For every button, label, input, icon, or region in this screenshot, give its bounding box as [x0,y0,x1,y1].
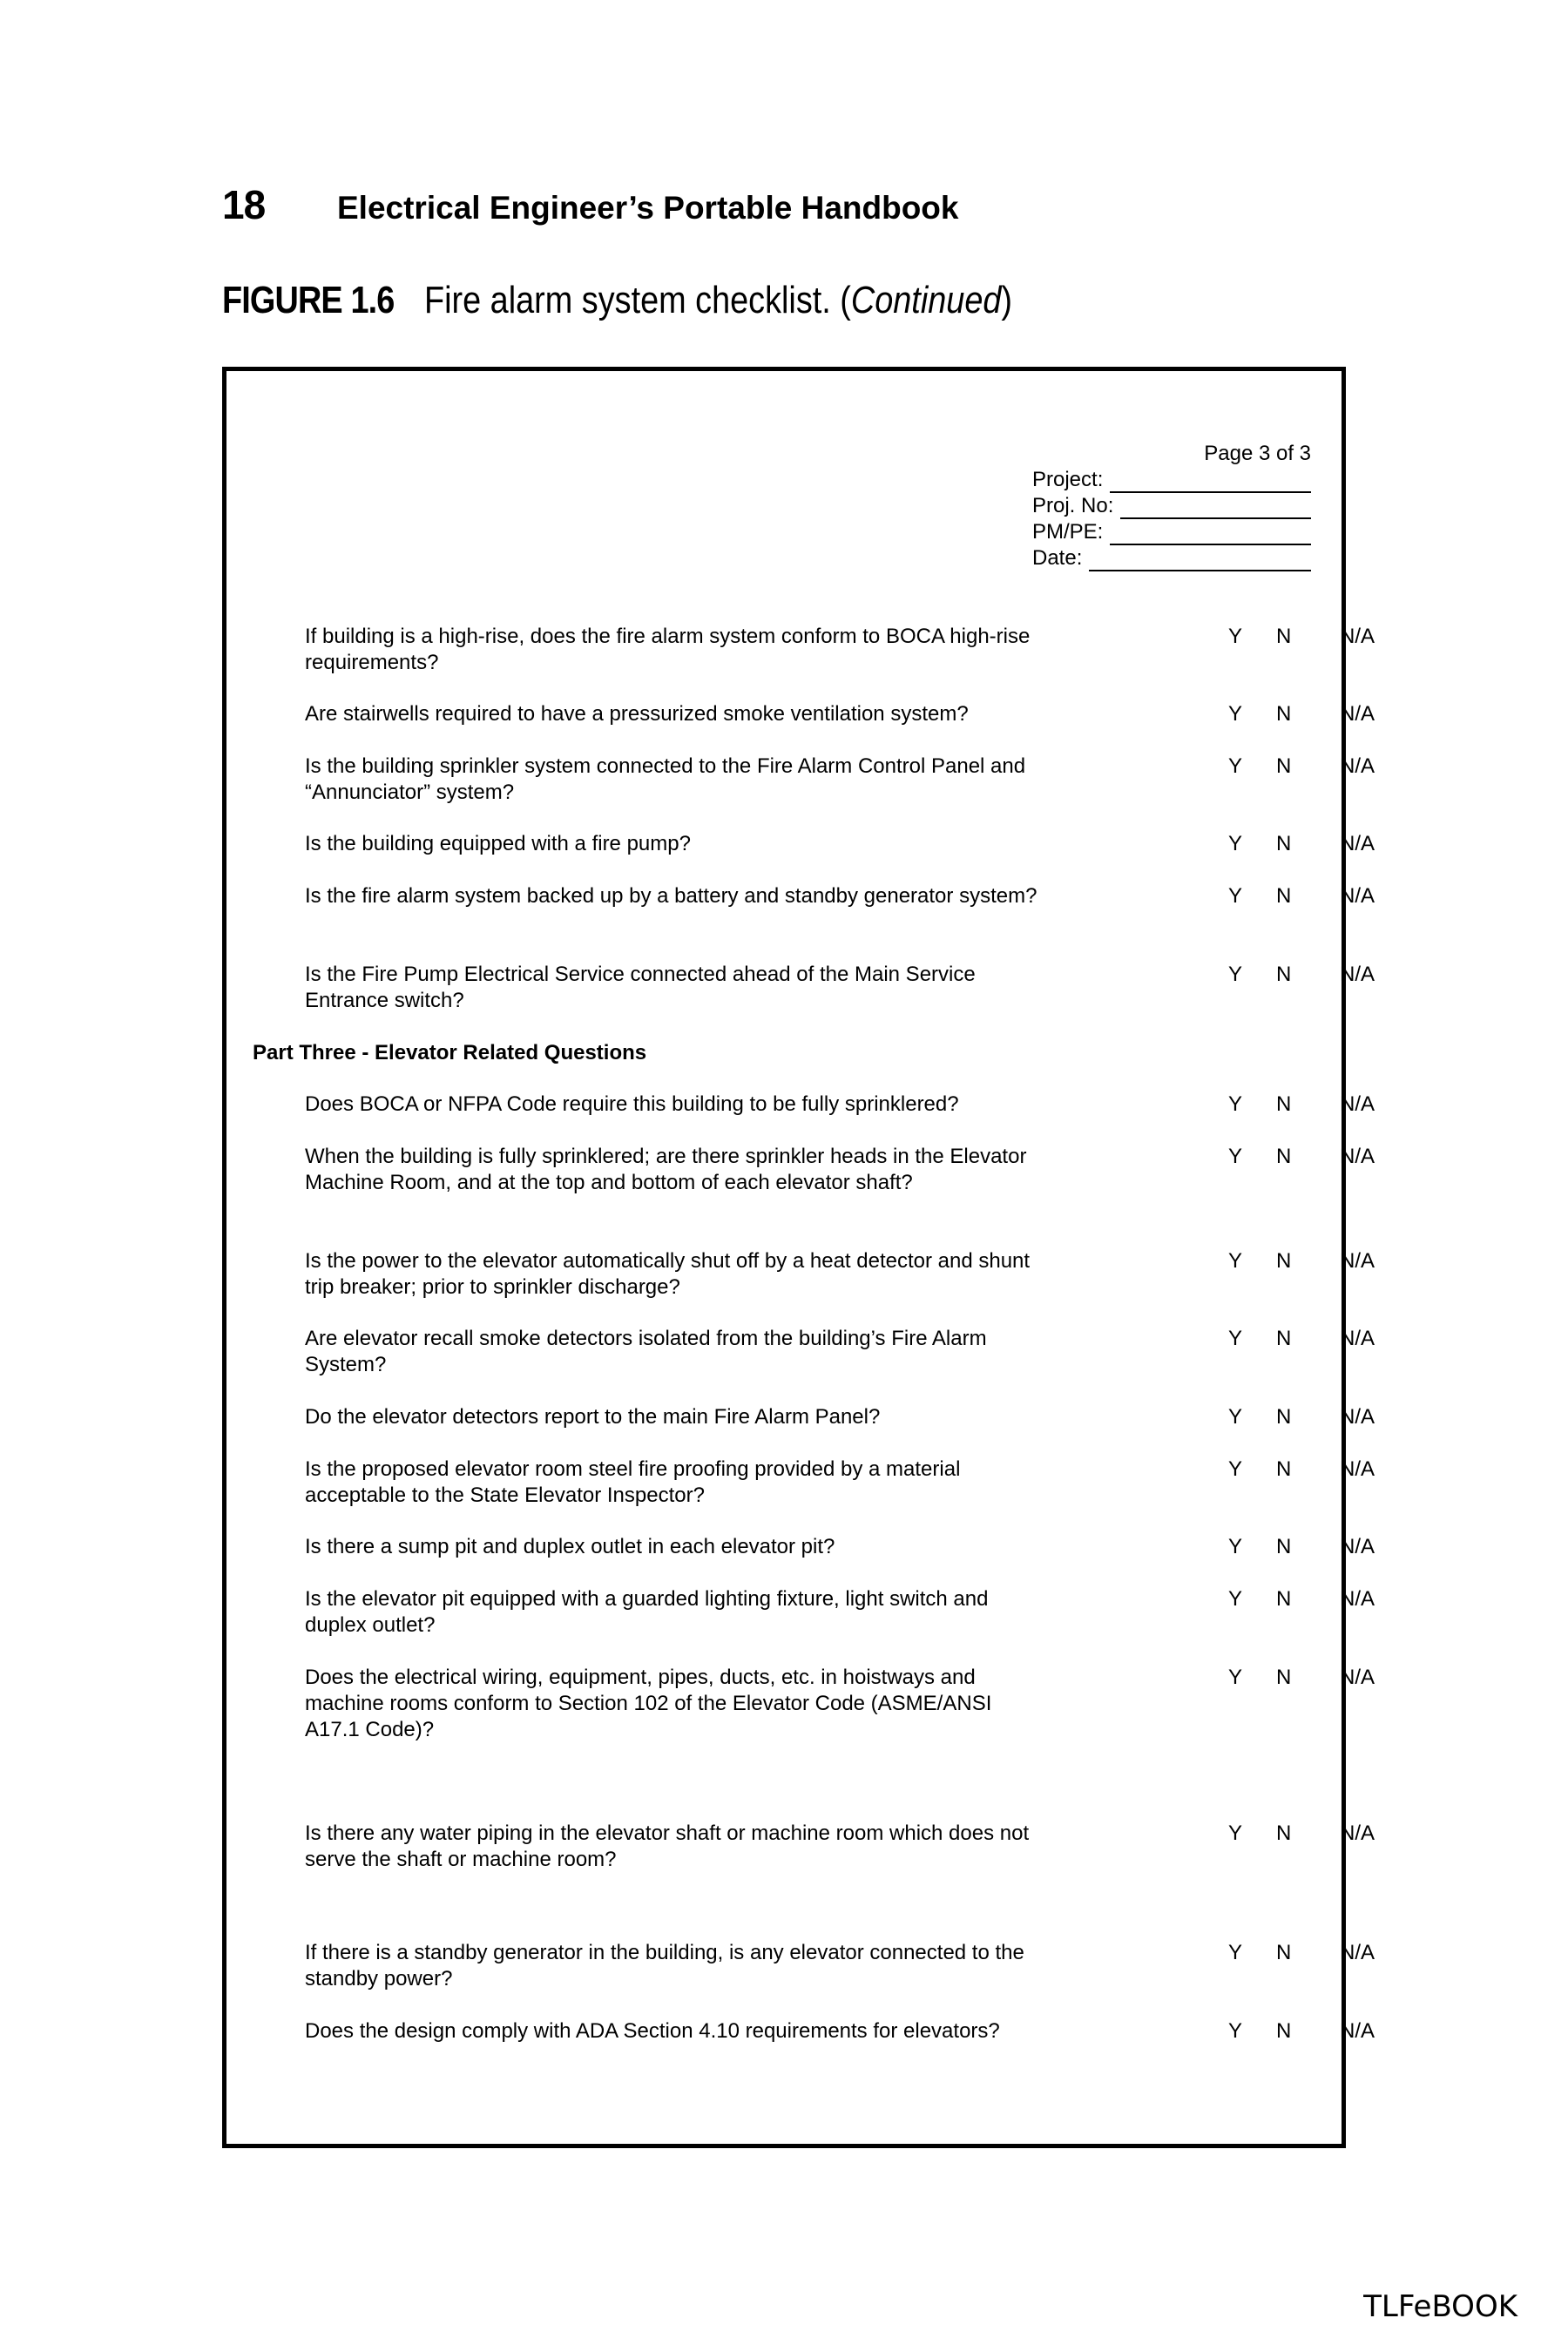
answer-na[interactable]: N/A [1340,884,1375,908]
watermark: TLFeBOOK [1363,2289,1517,2324]
question-text: If there is a standby generator in the building, is any elevator connected to the standby power? [305,1941,1024,1990]
question-text: Is the proposed elevator room steel fire proofing provided by a material acceptable to the State Elevator Inspector? [305,1457,961,1507]
answer-yes[interactable]: Y [1228,963,1243,986]
answer-no[interactable]: N [1276,1249,1292,1273]
answer-no[interactable]: N [1276,702,1292,726]
question-row [305,2018,1375,2044]
question-text: Is the building sprinkler system connected to the Fire Alarm Control Panel and “Annunciator” system? [305,754,1026,804]
figure-label: FIGURE 1.6 [222,279,395,321]
question-row [305,1326,1375,1378]
proj-no-label: Proj. No: [1032,494,1114,517]
question-row [305,962,1375,1014]
question-text: Is the elevator pit equipped with a guarded lighting fixture, light switch and duplex outlet? [305,1587,989,1637]
answer-yes[interactable]: Y [1228,1249,1243,1273]
proj-no-field[interactable] [1032,493,1311,519]
pm-pe-blank[interactable] [1110,524,1311,545]
answer-na[interactable]: N/A [1340,1457,1375,1481]
answer-no[interactable]: N [1276,1405,1292,1429]
answer-yes[interactable]: Y [1228,754,1243,778]
answer-no[interactable]: N [1276,1145,1292,1168]
question-text: Is the building equipped with a fire pump? [305,832,691,855]
figure-close-paren: ) [1001,279,1013,321]
question-text: Are stairwells required to have a pressurized smoke ventilation system? [305,702,969,726]
page-of-label: Page 3 of 3 [1204,442,1311,465]
answer-na[interactable]: N/A [1340,1249,1375,1273]
answer-no[interactable]: N [1276,1457,1292,1481]
answer-yes[interactable]: Y [1228,1457,1243,1481]
question-text: Is the power to the elevator automatically shut off by a heat detector and shunt trip breaker; prior to sprinkler discharge? [305,1249,1031,1299]
answer-na[interactable]: N/A [1340,963,1375,986]
answer-no[interactable]: N [1276,1535,1292,1558]
figure-title [424,279,1012,322]
question-row [305,883,1375,909]
question-text: When the building is fully sprinklered; are there sprinkler heads in the Elevator Machine Room, and at the top and bottom of each elevator shaft? [305,1145,1027,1194]
answer-no[interactable]: N [1276,1092,1292,1116]
answer-no[interactable]: N [1276,754,1292,778]
question-text: Does BOCA or NFPA Code require this building to be fully sprinklered? [305,1092,959,1116]
answer-na[interactable]: N/A [1340,1587,1375,1611]
page-header [222,181,958,228]
answer-na[interactable]: N/A [1340,1535,1375,1558]
answer-yes[interactable]: Y [1228,884,1243,908]
answer-na[interactable]: N/A [1340,1821,1375,1845]
date-label: Date: [1032,546,1083,570]
answer-yes[interactable]: Y [1228,1405,1243,1429]
answer-yes[interactable]: Y [1228,1092,1243,1116]
question-row [305,1586,1375,1639]
question-text: Is the Fire Pump Electrical Service connected ahead of the Main Service Entrance switch? [305,963,976,1012]
question-row [305,754,1375,806]
question-text: Are elevator recall smoke detectors isolated from the building’s Fire Alarm System? [305,1327,987,1376]
question-row [305,1248,1375,1301]
answer-yes[interactable]: Y [1228,1821,1243,1845]
answer-na[interactable]: N/A [1340,832,1375,855]
answer-yes[interactable]: Y [1228,2019,1243,2043]
book-title: Electrical Engineer’s Portable Handbook [337,190,959,226]
answer-yes[interactable]: Y [1228,1145,1243,1168]
figure-caption [222,279,1108,322]
date-field[interactable] [1032,545,1311,571]
answer-no[interactable]: N [1276,884,1292,908]
answer-na[interactable]: N/A [1340,1145,1375,1168]
answer-na[interactable]: N/A [1340,2019,1375,2043]
project-label: Project: [1032,468,1104,491]
question-text: Do the elevator detectors report to the main Fire Alarm Panel? [305,1405,881,1429]
question-text: Does the design comply with ADA Section 4.10 requirements for elevators? [305,2019,1000,2043]
question-text: Is there a sump pit and duplex outlet in each elevator pit? [305,1535,835,1558]
answer-no[interactable]: N [1276,832,1292,855]
project-field[interactable] [1032,467,1311,493]
answer-no[interactable]: N [1276,1941,1292,1964]
answer-yes[interactable]: Y [1228,1535,1243,1558]
answer-no[interactable]: N [1276,2019,1292,2043]
answer-no[interactable]: N [1276,1666,1292,1689]
question-row [305,701,1375,727]
question-row [305,1821,1375,1873]
answer-na[interactable]: N/A [1340,1405,1375,1429]
answer-yes[interactable]: Y [1228,1666,1243,1689]
question-text: Is the fire alarm system backed up by a battery and standby generator system? [305,884,1037,908]
answer-no[interactable]: N [1276,1327,1292,1350]
question-row [305,1404,1375,1430]
answer-na[interactable]: N/A [1340,702,1375,726]
question-row [305,1534,1375,1560]
answer-na[interactable]: N/A [1340,1092,1375,1116]
pm-pe-field[interactable] [1032,519,1311,545]
answer-no[interactable]: N [1276,1587,1292,1611]
form-header [1032,441,1311,571]
question-row [305,1144,1375,1196]
answer-yes[interactable]: Y [1228,1327,1243,1350]
answer-na[interactable]: N/A [1340,1666,1375,1689]
answer-na[interactable]: N/A [1340,625,1375,648]
answer-yes[interactable]: Y [1228,832,1243,855]
answer-yes[interactable]: Y [1228,1587,1243,1611]
answer-na[interactable]: N/A [1340,1327,1375,1350]
answer-yes[interactable]: Y [1228,625,1243,648]
question-row [305,831,1375,857]
answer-yes[interactable]: Y [1228,1941,1243,1964]
figure-continued: Continued [850,279,1002,321]
project-blank[interactable] [1110,472,1311,493]
answer-no[interactable]: N [1276,963,1292,986]
answer-yes[interactable]: Y [1228,702,1243,726]
question-row [305,1940,1375,1992]
answer-no[interactable]: N [1276,625,1292,648]
answer-no[interactable]: N [1276,1821,1292,1845]
section-heading-part-three: Part Three - Elevator Related Questions [253,1041,647,1064]
page-number: 18 [222,182,266,227]
question-row [305,1665,1375,1743]
pm-pe-label: PM/PE: [1032,520,1104,544]
question-text: Is there any water piping in the elevator shaft or machine room which does not serve the shaft or machine room? [305,1821,1030,1871]
date-blank[interactable] [1089,551,1311,571]
question-row [305,1092,1375,1118]
question-text: Does the electrical wiring, equipment, pipes, ducts, etc. in hoistways and machine rooms conform to Section 102 of the Elevator Code (ASME/ANSI A17.1 Code)? [305,1666,992,1741]
figure-title-text: Fire alarm system checklist. ( [424,279,851,321]
question-row [305,1456,1375,1509]
answer-na[interactable]: N/A [1340,1941,1375,1964]
question-row [305,624,1375,676]
question-text: If building is a high-rise, does the fire alarm system conform to BOCA high-rise requirements? [305,625,1031,674]
answer-na[interactable]: N/A [1340,754,1375,778]
proj-no-blank[interactable] [1120,498,1311,519]
checklist-form [222,367,1375,2148]
